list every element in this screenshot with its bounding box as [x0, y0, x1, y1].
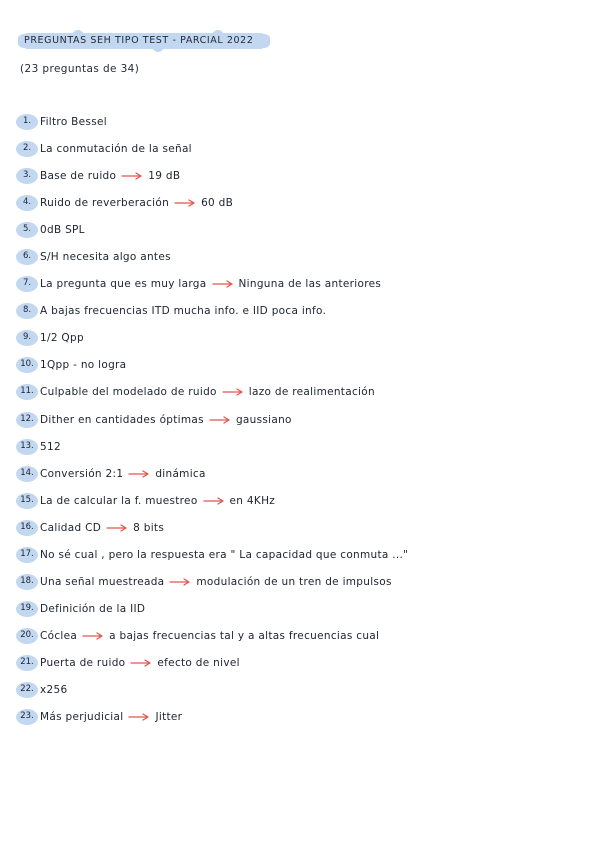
arrow-right-icon [222, 388, 244, 396]
question-item [14, 166, 594, 186]
question-item [14, 437, 594, 457]
page-subtitle: (23 preguntas de 34) [20, 63, 140, 75]
question-item [14, 355, 594, 375]
question-number [14, 708, 40, 726]
question-number-label: 6. [22, 251, 32, 261]
question-answer: Jitter [155, 711, 183, 723]
question-text: 1/2 Qpp [40, 332, 84, 344]
arrow-right-icon [212, 280, 234, 288]
question-number [14, 329, 40, 347]
question-text: La conmutación de la señal [40, 143, 192, 155]
question-number-label: 2. [22, 143, 32, 153]
question-text: Conversión 2:1 [40, 468, 124, 480]
question-number-label: 17. [20, 549, 34, 559]
arrow-right-icon [209, 416, 231, 424]
question-text: 1Qpp - no logra [40, 359, 127, 371]
question-text: Filtro Bessel [40, 116, 107, 128]
arrow-right-icon [130, 659, 152, 667]
question-item [14, 220, 594, 240]
question-text: 512 [40, 441, 61, 453]
question-answer: 60 dB [201, 197, 234, 209]
question-number-label: 10. [20, 359, 34, 369]
question-number-label: 18. [20, 576, 34, 586]
question-number-label: 1. [22, 116, 32, 126]
question-item [14, 680, 594, 700]
question-number-label: 8. [22, 305, 32, 315]
question-number-label: 23. [20, 711, 34, 721]
question-number [14, 573, 40, 591]
question-item [14, 112, 594, 132]
question-text: Definición de la IID [40, 603, 146, 615]
question-number [14, 194, 40, 212]
question-item [14, 518, 594, 538]
question-number-label: 13. [20, 441, 34, 451]
question-number-label: 3. [22, 170, 32, 180]
question-text: Ruido de reverberación [40, 197, 170, 209]
question-answer: Ninguna de las anteriores [238, 278, 382, 290]
question-item [14, 599, 594, 619]
question-text: Calidad CD [40, 522, 102, 534]
question-number [14, 465, 40, 483]
question-item [14, 653, 594, 673]
question-item [14, 545, 594, 565]
question-text: Puerta de ruido [40, 657, 126, 669]
question-number-label: 7. [22, 278, 32, 288]
question-answer: gaussiano [235, 414, 292, 426]
question-item [14, 301, 594, 321]
arrow-right-icon [128, 713, 150, 721]
question-text: S/H necesita algo antes [40, 251, 171, 263]
question-answer: a bajas frecuencias tal y a altas frecuencias cual [109, 630, 380, 642]
question-number-label: 4. [22, 197, 32, 207]
question-number [14, 356, 40, 374]
question-number [14, 248, 40, 266]
title-block [18, 30, 270, 52]
question-number [14, 492, 40, 510]
question-number [14, 140, 40, 158]
question-item [14, 247, 594, 267]
question-number [14, 167, 40, 185]
question-item [14, 626, 594, 646]
question-item [14, 464, 594, 484]
question-item [14, 491, 594, 511]
question-text: 0dB SPL [40, 224, 85, 236]
question-number-label: 21. [20, 657, 34, 667]
question-answer: 19 dB [148, 170, 181, 182]
question-text: A bajas frecuencias ITD mucha info. e IID poca info. [40, 305, 327, 317]
question-answer: dinámica [155, 468, 206, 480]
question-item [14, 572, 594, 592]
question-item [14, 382, 594, 402]
question-number-label: 20. [20, 630, 34, 640]
arrow-right-icon [203, 497, 225, 505]
question-item [14, 193, 594, 213]
question-text: La de calcular la f. muestreo [40, 495, 198, 507]
arrow-right-icon [82, 632, 104, 640]
question-number-label: 15. [20, 495, 34, 505]
question-answer: en 4KHz [229, 495, 276, 507]
page-title: PREGUNTAS SEH TIPO TEST - PARCIAL 2022 [24, 35, 254, 46]
question-number [14, 546, 40, 564]
question-number [14, 627, 40, 645]
question-text: Cóclea [40, 630, 78, 642]
question-text: Dither en cantidades óptimas [40, 414, 204, 426]
question-text: No sé cual , pero la respuesta era " La capacidad que conmuta ..." [40, 549, 409, 561]
question-text: Una señal muestreada [40, 576, 165, 588]
question-number-label: 11. [20, 386, 34, 396]
question-item [14, 139, 594, 159]
question-number [14, 600, 40, 618]
question-text: Base de ruido [40, 170, 117, 182]
question-number-label: 22. [20, 684, 34, 694]
question-text: La pregunta que es muy larga [40, 278, 207, 290]
arrow-right-icon [128, 470, 150, 478]
question-answer: 8 bits [133, 522, 165, 534]
question-number [14, 221, 40, 239]
question-item [14, 274, 594, 294]
question-number [14, 113, 40, 131]
question-number [14, 681, 40, 699]
question-text: Más perjudicial [40, 711, 124, 723]
question-number [14, 383, 40, 401]
question-item [14, 328, 594, 348]
question-number [14, 302, 40, 320]
arrow-right-icon [106, 524, 128, 532]
arrow-right-icon [174, 199, 196, 207]
question-number-label: 9. [22, 332, 32, 342]
question-number [14, 654, 40, 672]
question-number-label: 12. [20, 414, 34, 424]
question-item [14, 707, 594, 727]
question-item [14, 410, 594, 430]
question-number [14, 438, 40, 456]
question-number [14, 519, 40, 537]
question-text: Culpable del modelado de ruido [40, 386, 217, 398]
question-number-label: 5. [22, 224, 32, 234]
question-answer: efecto de nivel [157, 657, 240, 669]
question-answer: modulación de un tren de impulsos [196, 576, 392, 588]
arrow-right-icon [169, 578, 191, 586]
question-text: x256 [40, 684, 68, 696]
arrow-right-icon [121, 172, 143, 180]
question-number [14, 411, 40, 429]
question-number-label: 14. [20, 468, 34, 478]
question-number [14, 275, 40, 293]
question-number-label: 19. [20, 603, 34, 613]
question-answer: lazo de realimentación [248, 386, 375, 398]
question-number-label: 16. [20, 522, 34, 532]
